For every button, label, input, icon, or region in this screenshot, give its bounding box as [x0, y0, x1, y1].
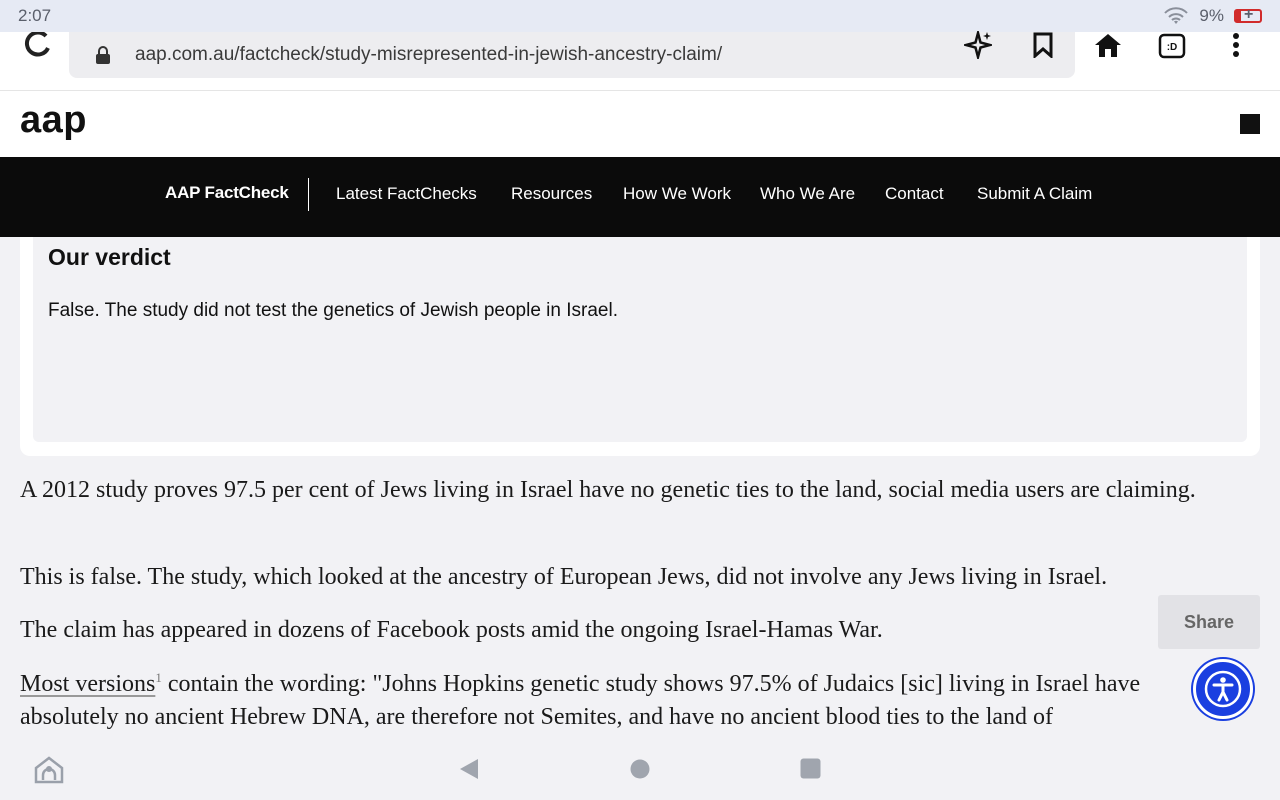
nav-brand[interactable]: AAP FactCheck	[165, 183, 289, 202]
article-paragraph-3: The claim has appeared in dozens of Facebook posts amid the ongoing Israel-Hamas War.	[20, 617, 883, 643]
share-button[interactable]: Share	[1158, 595, 1260, 649]
accessibility-button[interactable]	[1193, 659, 1253, 719]
tabs-count: :D	[1166, 42, 1178, 53]
back-icon[interactable]	[458, 757, 480, 781]
verdict-text: False. The study did not test the genetics of Jewish people in Israel.	[48, 300, 618, 321]
reload-icon[interactable]	[22, 32, 52, 58]
nav-divider	[308, 178, 309, 211]
battery-icon	[1234, 9, 1262, 23]
footnote-marker[interactable]: 1	[155, 670, 162, 685]
lock-icon	[95, 46, 111, 64]
more-menu-icon[interactable]	[1221, 30, 1251, 60]
bookmark-icon[interactable]	[1028, 30, 1058, 60]
status-bar	[0, 0, 1280, 32]
status-icons	[1163, 6, 1262, 26]
site-header	[0, 90, 1280, 157]
site-logo[interactable]: aap	[20, 99, 87, 141]
android-nav-bar	[0, 738, 1280, 800]
battery-level: 9%	[1199, 6, 1224, 25]
nav-item-who-we-are[interactable]: Who We Are	[760, 184, 856, 203]
address-bar[interactable]	[69, 32, 1075, 78]
url-text: aap.com.au/factcheck/study-misrepresented-in-jewish-ancestry-claim/	[135, 44, 723, 65]
article-paragraph-1: A 2012 study proves 97.5 per cent of Jews living in Israel have no genetic ties to the land, social media users are claiming.	[20, 477, 1196, 503]
nav-item-resources[interactable]: Resources	[511, 184, 593, 203]
nav-item-submit-a-claim[interactable]: Submit A Claim	[977, 184, 1093, 203]
main-nav	[0, 157, 1280, 237]
most-versions-link[interactable]: Most versions	[20, 671, 156, 697]
sparkle-icon[interactable]	[963, 30, 993, 60]
browser-toolbar	[0, 32, 1280, 90]
home-circle-icon[interactable]	[630, 759, 650, 779]
menu-icon[interactable]	[1240, 114, 1260, 134]
article-paragraph-2: This is false. The study, which looked at the ancestry of European Jews, did not involve any Jews living in Israel.	[20, 564, 1108, 590]
recents-icon[interactable]	[800, 758, 821, 779]
nav-item-contact[interactable]: Contact	[885, 184, 944, 203]
verdict-card	[20, 237, 1260, 456]
accessibility-icon	[1203, 669, 1243, 709]
article-paragraph-4	[20, 668, 1210, 734]
wifi-icon	[1163, 6, 1189, 26]
tabs-icon[interactable]	[1157, 30, 1187, 60]
article-paragraph-4-text: contain the wording: "Johns Hopkins genetic study shows 97.5% of Judaics [sic] living in Israel have absolutely no ancient Hebrew DNA, are therefore not Semites, and have no ancient blood ties to the land of	[20, 671, 1141, 730]
status-time: 2:07	[18, 6, 52, 25]
home-icon[interactable]	[1093, 30, 1123, 60]
app-icon[interactable]	[34, 756, 64, 784]
nav-item-latest-factchecks[interactable]: Latest FactChecks	[336, 184, 477, 203]
verdict-title: Our verdict	[48, 244, 171, 270]
nav-item-how-we-work[interactable]: How We Work	[623, 184, 732, 203]
verdict-box	[33, 237, 1247, 442]
